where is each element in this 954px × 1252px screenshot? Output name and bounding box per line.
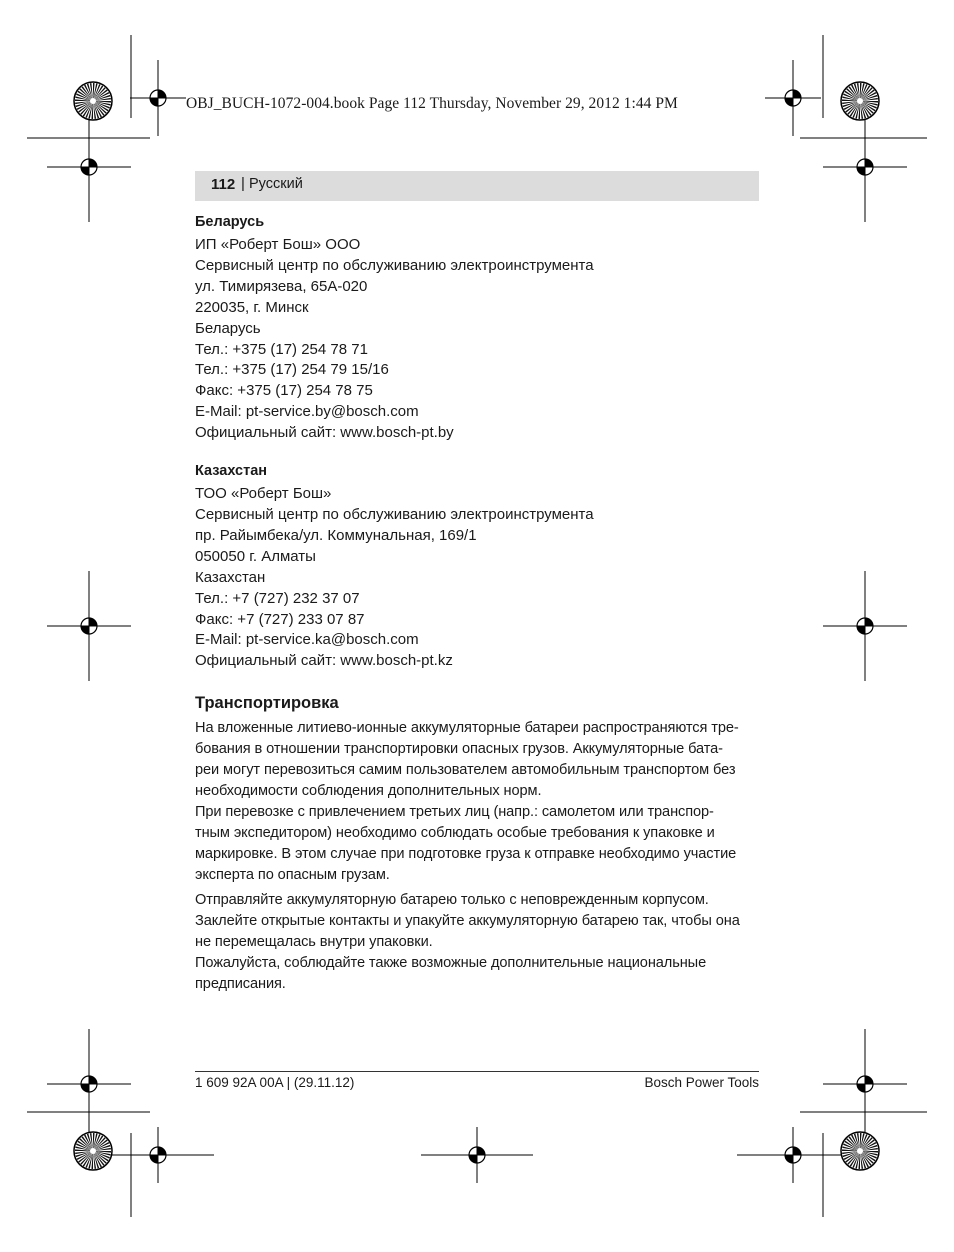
address-line: 050050 г. Алматы	[195, 547, 316, 565]
address-line: Тел.: +7 (727) 232 37 07	[195, 589, 360, 607]
star-target-center	[90, 98, 96, 104]
address-line: ИП «Роберт Бош» ООО	[195, 236, 361, 253]
star-target-center	[90, 1148, 96, 1154]
footer-brand: Bosch Power Tools	[644, 1075, 759, 1090]
address-line: пр. Райымбека/ул. Коммунальная, 169/1	[195, 526, 477, 544]
address-line: Тел.: +375 (17) 254 78 71	[195, 340, 368, 358]
paragraph: Отправляйте аккумуляторную батарею только с неповрежденным корпусом. Заклейте открытые контакты и упакуйте аккумуляторную батарею так, чтобы она не перемещалась внутри упаковки.	[195, 892, 740, 951]
address-line: Сервисный центр по обслуживанию электроинструмента	[195, 505, 594, 523]
footer-divider	[195, 1071, 759, 1072]
address-line: Беларусь	[195, 319, 261, 337]
address-line: Казахстан	[195, 568, 266, 586]
address-line: 220035, г. Минск	[195, 298, 309, 316]
paragraph: При перевозке с привлечением третьих лиц (напр.: самолетом или транспор- тным экспедитором) необходимо соблюдать особые требования к упаковке и маркировке. В этом случае при подготовке груза к отправке необходимо участие эксперта по опасным грузам.	[195, 804, 737, 884]
footer-document-code: 1 609 92A 00A | (29.11.12)	[195, 1075, 355, 1090]
page-content	[195, 212, 759, 995]
address-line: Факс: +375 (17) 254 78 75	[195, 382, 373, 400]
address-block-belarus	[195, 212, 759, 444]
block-title: Беларусь	[195, 214, 265, 230]
page-number: 112	[211, 176, 236, 193]
star-target-center	[857, 98, 863, 104]
address-line: Официальный сайт: www.bosch-pt.kz	[195, 652, 453, 670]
header-language: Русский	[249, 176, 303, 192]
address-line: Тел.: +375 (17) 254 79 15/16	[195, 361, 389, 379]
address-line: Сервисный центр по обслуживанию электроинструмента	[195, 256, 594, 274]
page-header-bar	[195, 171, 759, 201]
address-line: ул. Тимирязева, 65А-020	[195, 277, 368, 295]
star-target-center	[857, 1148, 863, 1154]
paragraph: Пожалуйста, соблюдайте также возможные дополнительные национальные предписания.	[195, 955, 707, 993]
address-line: E-Mail: pt-service.ka@bosch.com	[195, 631, 419, 649]
header-separator: |	[241, 175, 245, 192]
block-title: Казахстан	[195, 463, 268, 480]
address-line: ТОО «Роберт Бош»	[195, 485, 332, 503]
address-block-kazakhstan	[195, 461, 759, 672]
paragraph: На вложенные литиево-ионные аккумуляторные батареи распространяются тре- бования в отношении транспортировки опасных грузов. Аккумуляторные бата- реи могут перевозиться самим пользователем автомобильным транспортом без необходимости соблюдения дополнительных норм.	[195, 720, 739, 800]
address-line: Факс: +7 (727) 233 07 87	[195, 610, 365, 628]
address-line: Официальный сайт: www.bosch-pt.by	[195, 424, 454, 442]
address-line: E-Mail: pt-service.by@bosch.com	[195, 403, 419, 421]
section-title: Транспортировка	[195, 694, 339, 713]
print-header: OBJ_BUCH-1072-004.book Page 112 Thursday, November 29, 2012 1:44 PM	[186, 95, 678, 112]
